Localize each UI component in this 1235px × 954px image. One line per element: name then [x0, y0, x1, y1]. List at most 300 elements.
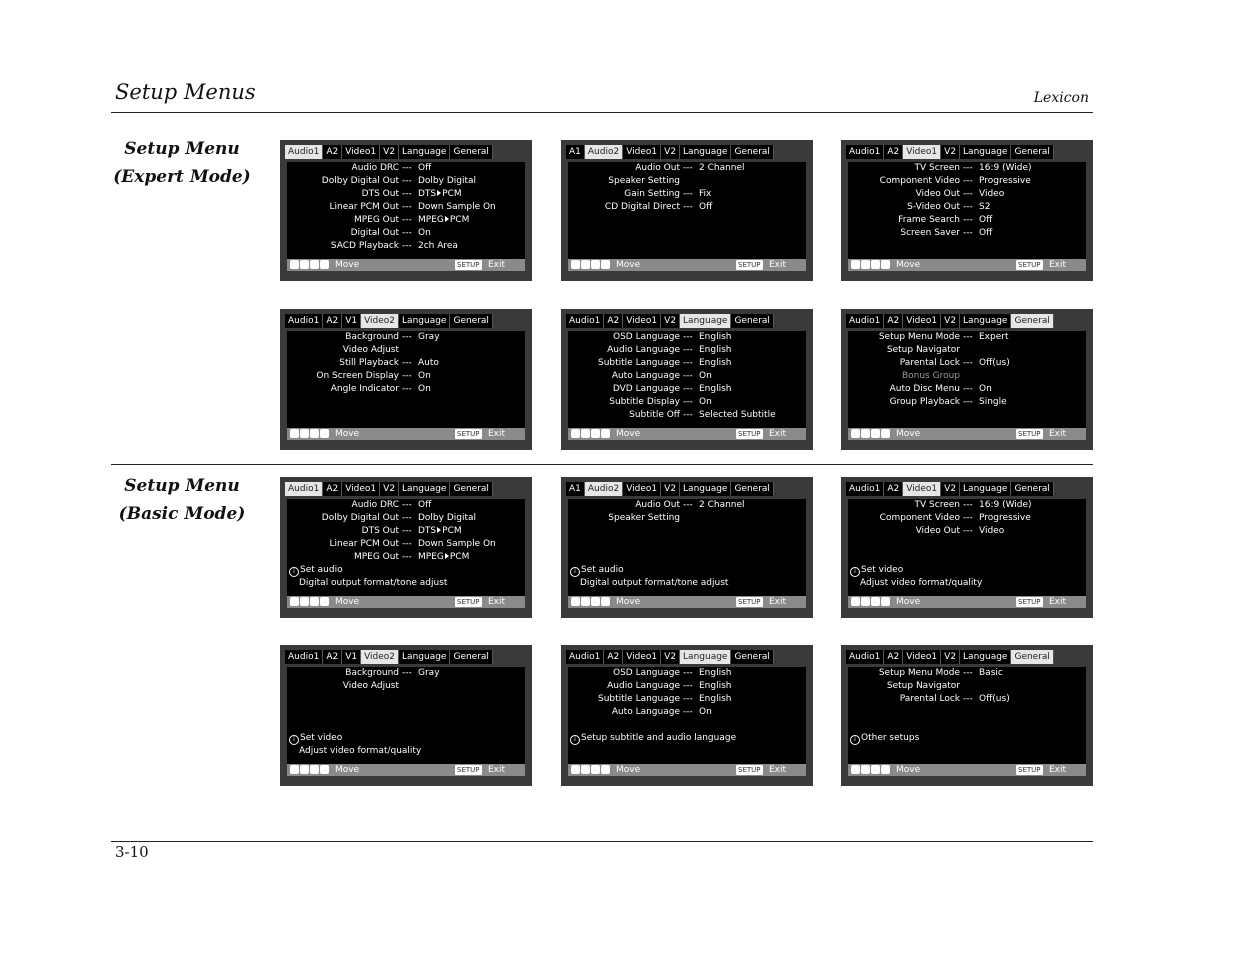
arrow-key-icon: [851, 765, 860, 774]
menu-row-label: S-Video Out: [907, 202, 960, 212]
menu-row-value: Down Sample On: [418, 202, 496, 212]
menu-row-value: Video: [979, 526, 1005, 536]
osd-tab[interactable]: A2: [884, 145, 903, 159]
menu-row[interactable]: [568, 499, 806, 512]
setup-button[interactable]: SETUP: [738, 261, 761, 269]
help-hint: [580, 577, 728, 590]
exit-label: Exit: [1049, 765, 1067, 775]
menu-row-value: English: [699, 332, 732, 342]
arrow-key-icon: [881, 260, 890, 269]
arrow-key-icon: [851, 260, 860, 269]
menu-row[interactable]: [568, 344, 806, 357]
menu-row-value: On: [699, 371, 712, 381]
menu-row[interactable]: [568, 680, 806, 693]
menu-row[interactable]: [848, 396, 1086, 409]
menu-row[interactable]: [287, 551, 525, 564]
menu-row[interactable]: [287, 538, 525, 551]
osd-tab[interactable]: A2: [884, 482, 903, 496]
osd-footer-bar: [848, 428, 1086, 440]
osd-tab[interactable]: Language: [960, 650, 1011, 664]
menu-row[interactable]: [287, 175, 525, 188]
menu-row-separator: ---: [683, 384, 693, 394]
osd-tab[interactable]: Audio1: [846, 314, 884, 328]
info-icon: i: [289, 735, 299, 745]
osd-menu-body: [568, 499, 806, 602]
osd-tab[interactable]: General: [1011, 650, 1053, 664]
setup-button[interactable]: SETUP: [1018, 598, 1041, 606]
menu-row-separator: ---: [683, 163, 693, 173]
section-label-line1: Setup Menu: [124, 476, 240, 496]
footer-rule: [111, 841, 1093, 842]
osd-tab-bar: [846, 145, 1054, 159]
menu-row-value: Off(us): [979, 358, 1010, 368]
arrow-key-icon: [601, 429, 610, 438]
menu-row[interactable]: [287, 331, 525, 344]
menu-row-value: On: [418, 228, 431, 238]
osd-tab[interactable]: Language: [680, 482, 731, 496]
arrow-key-icon: [581, 260, 590, 269]
move-label: Move: [896, 429, 921, 439]
osd-screen: [561, 140, 813, 281]
menu-row[interactable]: [287, 214, 525, 227]
menu-row-separator: ---: [963, 358, 973, 368]
osd-menu-body: [287, 331, 525, 434]
menu-row-label: DTS Out: [361, 189, 399, 199]
menu-row[interactable]: [848, 512, 1086, 525]
menu-row[interactable]: [848, 525, 1086, 538]
menu-row-label: Auto Language: [611, 707, 680, 717]
osd-screen: [841, 140, 1093, 281]
osd-tab[interactable]: A2: [323, 314, 342, 328]
arrow-key-icon: [881, 765, 890, 774]
osd-tab[interactable]: Audio2: [585, 145, 623, 159]
osd-tab[interactable]: A1: [566, 145, 585, 159]
osd-tab[interactable]: Audio1: [846, 145, 884, 159]
menu-row-separator: ---: [402, 332, 412, 342]
osd-tab[interactable]: V2: [941, 314, 960, 328]
osd-tab[interactable]: V2: [380, 145, 399, 159]
osd-footer-bar: [287, 259, 525, 271]
osd-tab[interactable]: Video2: [361, 314, 399, 328]
info-icon: i: [850, 735, 860, 745]
osd-tab[interactable]: Video1: [623, 650, 661, 664]
menu-row[interactable]: [848, 188, 1086, 201]
osd-tab[interactable]: Audio1: [846, 650, 884, 664]
menu-row[interactable]: [287, 667, 525, 680]
arrow-key-icon: [861, 765, 870, 774]
menu-row-separator: ---: [402, 513, 412, 523]
arrow-key-icon: [571, 260, 580, 269]
setup-button[interactable]: SETUP: [738, 598, 761, 606]
arrow-key-icon: [871, 260, 880, 269]
osd-tab[interactable]: General: [731, 145, 773, 159]
menu-row-label: Component Video: [879, 176, 960, 186]
arrow-key-icon: [871, 765, 880, 774]
arrow-right-icon: [445, 553, 449, 559]
menu-row-separator: ---: [402, 526, 412, 536]
menu-row[interactable]: [848, 227, 1086, 240]
menu-row[interactable]: [848, 680, 1086, 693]
info-icon: i: [570, 735, 580, 745]
menu-row[interactable]: [287, 383, 525, 396]
menu-row-value: MPEG PCM: [418, 215, 470, 225]
osd-tab[interactable]: Video1: [342, 482, 380, 496]
osd-tab[interactable]: General: [450, 145, 492, 159]
osd-tab[interactable]: Language: [960, 314, 1011, 328]
setup-button[interactable]: SETUP: [738, 430, 761, 438]
menu-row-label: Subtitle Language: [597, 694, 680, 704]
menu-row[interactable]: [287, 201, 525, 214]
move-label: Move: [896, 597, 921, 607]
direction-keys-icon: [851, 260, 890, 270]
move-label: Move: [335, 429, 360, 439]
help-hint: [289, 564, 343, 577]
menu-row[interactable]: [568, 370, 806, 383]
osd-tab[interactable]: A2: [884, 314, 903, 328]
osd-tab[interactable]: Audio1: [566, 314, 604, 328]
osd-tab-bar: [846, 482, 1054, 496]
menu-row[interactable]: [287, 344, 525, 357]
menu-row-label: Linear PCM Out: [329, 539, 399, 549]
menu-row-label: Linear PCM Out: [329, 202, 399, 212]
menu-row-label: Auto Language: [611, 371, 680, 381]
menu-row[interactable]: [287, 525, 525, 538]
menu-row[interactable]: [568, 409, 806, 422]
osd-footer-bar: [568, 764, 806, 776]
exit-label: Exit: [488, 260, 506, 270]
help-hint-text: Digital output format/tone adjust: [580, 578, 729, 588]
osd-tab[interactable]: V2: [661, 314, 680, 328]
menu-row[interactable]: [568, 512, 806, 525]
osd-menu-body: [568, 667, 806, 770]
menu-row-separator: ---: [963, 202, 973, 212]
osd-footer-bar: [568, 428, 806, 440]
osd-tab[interactable]: V1: [342, 650, 361, 664]
osd-tab[interactable]: V2: [941, 482, 960, 496]
arrow-key-icon: [300, 429, 309, 438]
osd-tab[interactable]: A1: [566, 482, 585, 496]
direction-keys-icon: [571, 765, 610, 775]
menu-row-separator: ---: [683, 332, 693, 342]
menu-row[interactable]: [568, 331, 806, 344]
osd-tab[interactable]: Language: [399, 482, 450, 496]
exit-label: Exit: [1049, 260, 1067, 270]
osd-tab[interactable]: V2: [380, 482, 399, 496]
arrow-key-icon: [571, 765, 580, 774]
menu-row[interactable]: [848, 370, 1086, 383]
osd-footer-bar: [568, 259, 806, 271]
menu-row-separator: ---: [683, 345, 693, 355]
menu-row[interactable]: [287, 370, 525, 383]
osd-tab[interactable]: General: [450, 482, 492, 496]
menu-row-value: MPEG PCM: [418, 552, 470, 562]
menu-row-value: Off: [979, 228, 993, 238]
menu-row[interactable]: [568, 188, 806, 201]
menu-row[interactable]: [568, 667, 806, 680]
osd-tab[interactable]: Audio1: [285, 314, 323, 328]
osd-tab[interactable]: Video1: [903, 482, 941, 496]
exit-label: Exit: [488, 765, 506, 775]
arrow-key-icon: [571, 597, 580, 606]
osd-screen: [561, 477, 813, 618]
menu-row-separator: ---: [963, 500, 973, 510]
arrow-key-icon: [310, 260, 319, 269]
move-label: Move: [896, 260, 921, 270]
menu-row-separator: ---: [963, 397, 973, 407]
osd-tab[interactable]: Language: [960, 145, 1011, 159]
menu-row[interactable]: [287, 162, 525, 175]
direction-keys-icon: [851, 429, 890, 439]
osd-tab[interactable]: Language: [399, 314, 450, 328]
arrow-right-icon: [445, 216, 449, 222]
osd-footer-bar: [848, 259, 1086, 271]
section-label-line2: (Expert Mode): [113, 167, 251, 187]
osd-tab[interactable]: Language: [960, 482, 1011, 496]
menu-row-label: TV Screen: [914, 163, 960, 173]
osd-tab[interactable]: Language: [399, 145, 450, 159]
osd-screen: [841, 309, 1093, 450]
menu-row[interactable]: [848, 214, 1086, 227]
setup-button[interactable]: SETUP: [738, 766, 761, 774]
menu-row-value: Dolby Digital: [418, 176, 477, 186]
osd-tab[interactable]: A2: [884, 650, 903, 664]
osd-menu-body: [568, 331, 806, 434]
osd-tab[interactable]: V1: [342, 314, 361, 328]
osd-tab[interactable]: Audio1: [285, 482, 323, 496]
menu-row[interactable]: [848, 331, 1086, 344]
arrow-key-icon: [300, 597, 309, 606]
menu-row-label: TV Screen: [914, 500, 960, 510]
menu-row-label: Dolby Digital Out: [321, 513, 399, 523]
arrow-key-icon: [861, 260, 870, 269]
menu-row[interactable]: [287, 357, 525, 370]
menu-row-value: Down Sample On: [418, 539, 496, 549]
osd-tab[interactable]: V2: [941, 650, 960, 664]
menu-row-label: Background: [345, 332, 399, 342]
arrow-key-icon: [300, 260, 309, 269]
menu-row[interactable]: [568, 383, 806, 396]
osd-footer-bar: [287, 596, 525, 608]
menu-row-label: Bonus Group: [901, 371, 960, 381]
help-hint-text: Digital output format/tone adjust: [299, 578, 448, 588]
menu-row[interactable]: [848, 357, 1086, 370]
header-rule: [111, 112, 1093, 113]
exit-label: Exit: [769, 260, 787, 270]
menu-row[interactable]: [848, 344, 1086, 357]
osd-tab[interactable]: General: [1011, 482, 1053, 496]
arrow-key-icon: [310, 597, 319, 606]
page-title: Setup Menus: [115, 80, 256, 104]
direction-keys-icon: [571, 429, 610, 439]
menu-row-separator: ---: [402, 539, 412, 549]
menu-row-separator: ---: [683, 668, 693, 678]
menu-row-label: Background: [345, 668, 399, 678]
menu-row-label: Angle Indicator: [330, 384, 399, 394]
menu-row[interactable]: [848, 499, 1086, 512]
menu-row[interactable]: [287, 227, 525, 240]
setup-button[interactable]: SETUP: [457, 430, 480, 438]
setup-button[interactable]: SETUP: [1018, 261, 1041, 269]
osd-tab[interactable]: General: [731, 650, 773, 664]
move-label: Move: [616, 765, 641, 775]
menu-row[interactable]: [287, 499, 525, 512]
menu-row-label: Parental Lock: [899, 358, 960, 368]
help-hint-text: Adjust video format/quality: [860, 578, 983, 588]
osd-tab[interactable]: Audio1: [285, 650, 323, 664]
osd-tab[interactable]: Language: [680, 145, 731, 159]
menu-row-separator: ---: [402, 215, 412, 225]
arrow-key-icon: [581, 429, 590, 438]
menu-row-value: English: [699, 668, 732, 678]
osd-tab[interactable]: A2: [604, 314, 623, 328]
osd-tab[interactable]: Audio1: [285, 145, 323, 159]
menu-row-value: 2 Channel: [699, 500, 745, 510]
menu-row[interactable]: [568, 396, 806, 409]
menu-row-separator: ---: [402, 228, 412, 238]
osd-tab[interactable]: Video2: [361, 650, 399, 664]
direction-keys-icon: [290, 429, 329, 439]
direction-keys-icon: [571, 597, 610, 607]
help-hint: [299, 577, 447, 590]
osd-tab[interactable]: A2: [323, 650, 342, 664]
exit-label: Exit: [769, 765, 787, 775]
setup-button[interactable]: SETUP: [1018, 430, 1041, 438]
arrow-key-icon: [571, 429, 580, 438]
menu-row-separator: ---: [963, 189, 973, 199]
menu-row-value: 16:9 (Wide): [979, 500, 1032, 510]
osd-tab[interactable]: Language: [399, 650, 450, 664]
osd-tab[interactable]: V2: [661, 482, 680, 496]
menu-row-separator: ---: [963, 526, 973, 536]
osd-tab[interactable]: Video1: [903, 145, 941, 159]
menu-row-separator: ---: [683, 371, 693, 381]
osd-tab[interactable]: Audio2: [585, 482, 623, 496]
help-hint-text: Set video: [861, 565, 904, 575]
setup-button[interactable]: SETUP: [457, 766, 480, 774]
osd-tab[interactable]: Language: [680, 650, 731, 664]
help-hint-text: Set audio: [581, 565, 624, 575]
menu-row[interactable]: [848, 693, 1086, 706]
arrow-key-icon: [320, 597, 329, 606]
direction-keys-icon: [290, 765, 329, 775]
menu-row[interactable]: [568, 693, 806, 706]
osd-tab-bar: [846, 314, 1054, 328]
osd-tab[interactable]: General: [450, 314, 492, 328]
menu-row-separator: ---: [683, 202, 693, 212]
osd-tab[interactable]: General: [731, 482, 773, 496]
menu-row-label: Still Playback: [339, 358, 399, 368]
menu-row-value: Off(us): [979, 694, 1010, 704]
osd-tab[interactable]: Video1: [903, 650, 941, 664]
exit-label: Exit: [1049, 429, 1067, 439]
osd-tab[interactable]: Audio1: [566, 650, 604, 664]
menu-row[interactable]: [287, 680, 525, 693]
menu-row-label: Audio Language: [607, 681, 680, 691]
menu-row-value: DTS PCM: [418, 526, 462, 536]
menu-row-value: Video: [979, 189, 1005, 199]
menu-row-value: Gray: [418, 332, 440, 342]
menu-row-separator: ---: [963, 384, 973, 394]
menu-row-value: On: [699, 397, 712, 407]
setup-button[interactable]: SETUP: [457, 598, 480, 606]
osd-screen: [561, 645, 813, 786]
menu-row[interactable]: [287, 512, 525, 525]
menu-row[interactable]: [287, 240, 525, 253]
osd-tab[interactable]: General: [1011, 314, 1053, 328]
setup-button[interactable]: SETUP: [1018, 766, 1041, 774]
menu-row[interactable]: [568, 175, 806, 188]
help-hint: [299, 745, 421, 758]
osd-tab[interactable]: General: [1011, 145, 1053, 159]
menu-row[interactable]: [848, 667, 1086, 680]
osd-screen: [280, 309, 532, 450]
osd-tab[interactable]: V2: [941, 145, 960, 159]
osd-tab[interactable]: General: [450, 650, 492, 664]
osd-tab[interactable]: V2: [661, 650, 680, 664]
osd-tab[interactable]: Audio1: [846, 482, 884, 496]
osd-tab[interactable]: Video1: [903, 314, 941, 328]
menu-row-separator: ---: [963, 163, 973, 173]
menu-row[interactable]: [848, 162, 1086, 175]
menu-row[interactable]: [848, 383, 1086, 396]
osd-tab[interactable]: Video1: [623, 482, 661, 496]
setup-button[interactable]: SETUP: [457, 261, 480, 269]
menu-row-label: Group Playback: [889, 397, 960, 407]
osd-tab[interactable]: Video1: [623, 145, 661, 159]
menu-row-separator: ---: [402, 176, 412, 186]
menu-row-label: Subtitle Off: [629, 410, 680, 420]
osd-menu-body: [848, 499, 1086, 602]
osd-tab[interactable]: Video1: [342, 145, 380, 159]
menu-row-separator: ---: [683, 189, 693, 199]
move-label: Move: [616, 429, 641, 439]
osd-tab[interactable]: A2: [604, 650, 623, 664]
osd-tab-bar: [285, 314, 493, 328]
menu-row[interactable]: [848, 201, 1086, 214]
menu-row[interactable]: [287, 188, 525, 201]
menu-row[interactable]: [568, 201, 806, 214]
menu-row-value: Off: [979, 215, 993, 225]
osd-tab[interactable]: Language: [680, 314, 731, 328]
info-icon: i: [289, 567, 299, 577]
menu-row[interactable]: [848, 175, 1086, 188]
osd-tab[interactable]: A2: [323, 482, 342, 496]
menu-row-separator: ---: [963, 668, 973, 678]
menu-row[interactable]: [568, 357, 806, 370]
osd-tab[interactable]: Video1: [623, 314, 661, 328]
osd-tab[interactable]: V2: [661, 145, 680, 159]
menu-row[interactable]: [568, 162, 806, 175]
menu-row-label: Setup Navigator: [886, 345, 960, 355]
osd-tab[interactable]: A2: [323, 145, 342, 159]
menu-row[interactable]: [568, 706, 806, 719]
menu-row-label: Setup Menu Mode: [878, 668, 960, 678]
arrow-key-icon: [290, 429, 299, 438]
menu-row-label: Frame Search: [898, 215, 960, 225]
menu-row-label: Video Adjust: [342, 345, 399, 355]
section-divider: [111, 464, 1093, 465]
menu-row-value: Dolby Digital: [418, 513, 477, 523]
arrow-key-icon: [310, 429, 319, 438]
menu-row-value: English: [699, 681, 732, 691]
menu-row-value: Off: [418, 163, 432, 173]
menu-row-value: English: [699, 358, 732, 368]
osd-tab[interactable]: General: [731, 314, 773, 328]
arrow-key-icon: [601, 260, 610, 269]
menu-row-separator: ---: [683, 358, 693, 368]
exit-label: Exit: [488, 429, 506, 439]
menu-row-separator: ---: [402, 163, 412, 173]
